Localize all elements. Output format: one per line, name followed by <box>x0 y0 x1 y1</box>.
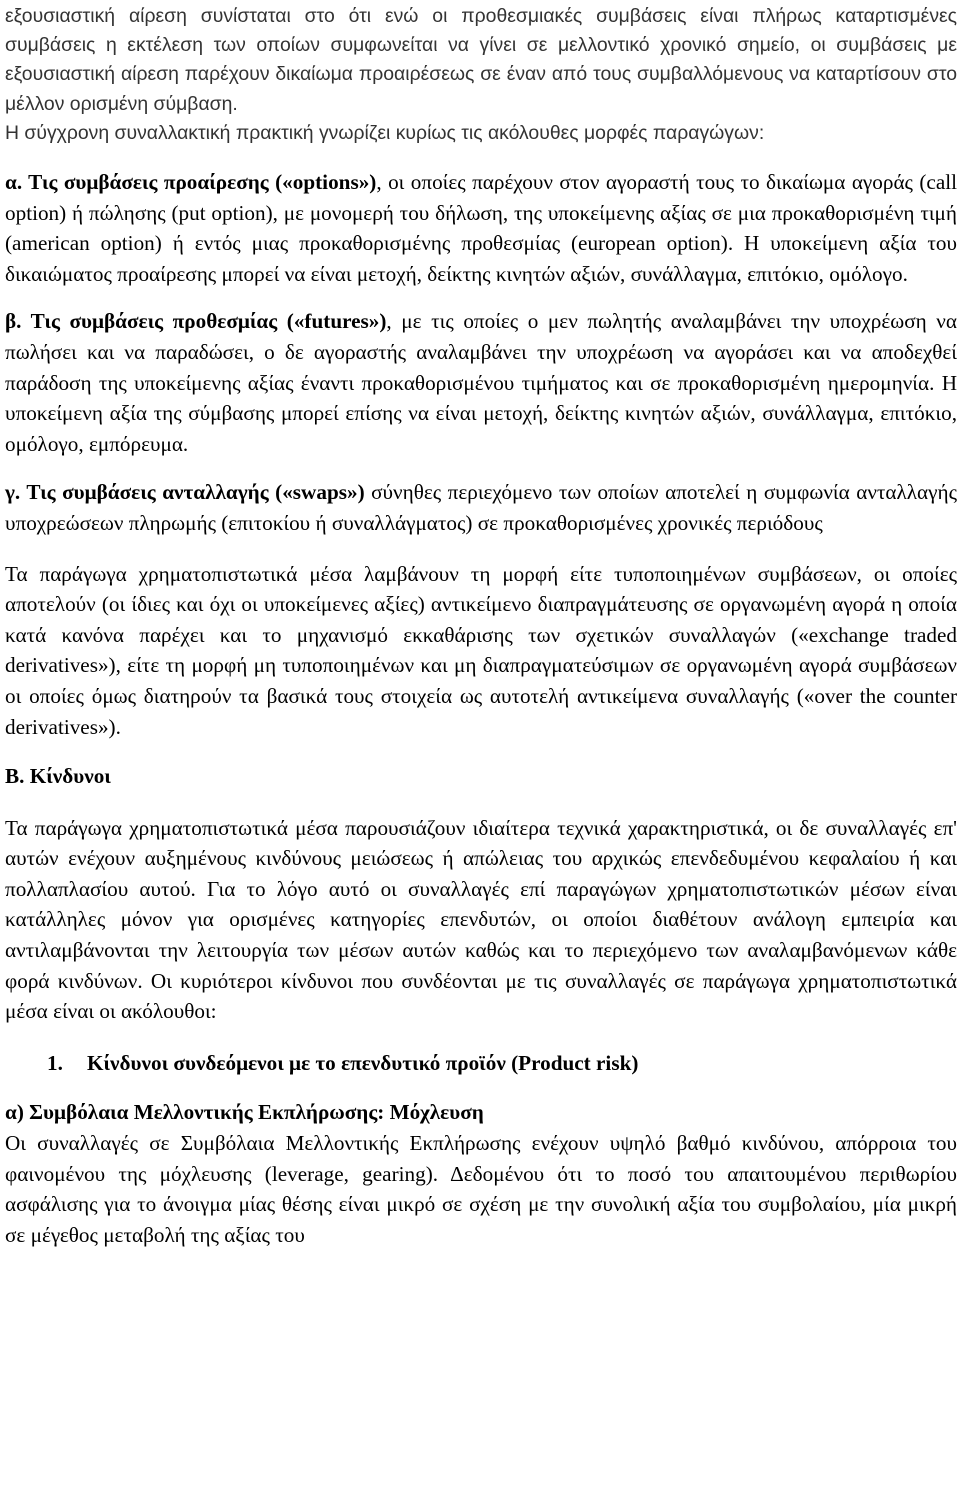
futures-heading: β. Τις συμβάσεις προθεσμίας («futures») <box>5 309 387 334</box>
intro-paragraph <box>5 0 957 148</box>
options-paragraph <box>5 167 957 289</box>
section-heading-risks: Β. Κίνδυνοι <box>5 764 111 789</box>
options-text: , οι οποίες παρέχουν στον αγοραστή τους το δικαίωμα αγοράς (call option) ή πώλησης (put option), με μονομερή του δήλωση, της υποκείμενης αξίας σε μια προκαθορισμένη τιμή (american option) ή εντός μιας προκαθορισμένης προθεσμίας (european option). Η υποκείμενη αξία του δικαιώματος προαίρεσης μπορεί να είναι μετοχή, δείκτης κινητών αξιών, συνάλλαγμα, επιτόκιο, ομόλογο. <box>5 170 957 286</box>
heading-number: 1. <box>47 1050 63 1075</box>
options-heading: α. Τις συμβάσεις προαίρεσης («options») <box>5 170 377 195</box>
traded-paragraph: Τα παράγωγα χρηματοπιστωτικά μέσα λαμβάνουν τη μορφή είτε τυποποιημένων συμβάσεων, οι οποίες αποτελούν (οι ίδιες και όχι οι υποκείμενες αξίες) αντικείμενο διαπραγμάτευσης σε οργανωμένη αγορά η οποία κατά κανόνα παρέχει και το μηχανισμό εκκαθάρισης των σχετικών συναλλαγών («exchange traded derivatives»), είτε τη μορφή μη τυποποιημένων και μη διαπραγματεύσιμων σε οργανωμένη αγορά συμβάσεων οι οποίες όμως διατηρούν τα βασικά τους στοιχεία ως αυτοτελή αντικείμενα συναλλαγής («over the counter derivatives»). <box>5 561 957 739</box>
futures-text: , με τις οποίες ο μεν πωλητής αναλαμβάνει την υποχρέωση να πωλήσει και να παραδώσει, ο δε αγοραστής αναλαμβάνει την υποχρέωση να αγοράσει και να αποδεχθεί παράδοση της υποκείμενης αξίας έναντι προκαθορισμένου τιμήματος και σε προκαθορισμένη ημερομηνία. Η υποκείμενη αξία της σύμβασης μπορεί επίσης να είναι μετοχή, δείκτης κινητών αξιών, συνάλλαγμα, επιτόκιο, ομόλογο, εμπόρευμα. <box>5 309 957 456</box>
document-page <box>5 0 957 1250</box>
intro-text-forms: Η σύγχρονη συναλλακτική πρακτική γνωρίζει κυρίως τις ακόλουθες μορφές παραγώγων: <box>5 121 765 144</box>
futures-paragraph <box>5 306 957 459</box>
swaps-heading: γ. Τις συμβάσεις ανταλλαγής («swaps») <box>5 480 365 505</box>
heading-product-risk <box>5 1048 957 1079</box>
heading-leverage: α) Συμβόλαια Μελλοντικής Εκπλήρωσης: Μόχλευση <box>5 1100 484 1125</box>
intro-text: εξουσιαστική αίρεση συνίσταται στο ότι ενώ οι προθεσμιακές συμβάσεις είναι πλήρως καταρτισμένες συμβάσεις η εκτέλεση των οποίων συμφωνείται να γίνει σε μελλοντικό χρονικό σημείο, οι συμβάσεις με εξουσιαστική αίρεση παρέχουν δικαίωμα προαιρέσεως σε έναν από τους συμβαλλόμενους να καταρτίσουν στο μέλλον ορισμένη σύμβαση. <box>5 5 957 115</box>
swaps-text: σύνηθες περιεχόμενο των οποίων αποτελεί η συμφωνία ανταλλαγής υποχρεώσεων πληρωμής (επιτοκίου ή συναλλάγματος) σε προκαθορισμένες χρονικές περιόδους <box>5 480 957 535</box>
risks-paragraph: Τα παράγωγα χρηματοπιστωτικά μέσα παρουσιάζουν ιδιαίτερα τεχνικά χαρακτηριστικά, οι δε συναλλαγές επ' αυτών ενέχουν αυξημένους κινδύνους μειώσεως ή απώλειας του αρχικώς επενδεδυμένου κεφαλαίου ή και πολλαπλασίου αυτού. Για το λόγο αυτό οι συναλλαγές επί παραγώγων χρηματοπιστωτικών μέσων είναι κατάλληλες μόνον για ορισμένες κατηγορίες επενδυτών, οι οποίοι διαθέτουν ανάλογη εμπειρία και αντιλαμβάνονται την λειτουργία των μέσων αυτών καθώς και το περιεχόμενο των αναλαμβανόμενων κάθε φορά κινδύνων. Οι κυριότεροι κίνδυνοι που συνδέονται με τις συναλλαγές σε παράγωγα χρηματοπιστωτικά μέσα είναι οι ακόλουθοι: <box>5 815 957 1024</box>
swaps-paragraph <box>5 477 957 538</box>
heading-product-risk-text: Κίνδυνοι συνδεόμενοι με το επενδυτικό προϊόν (Product risk) <box>87 1050 639 1075</box>
leverage-paragraph: Οι συναλλαγές σε Συμβόλαια Μελλοντικής Εκπλήρωσης ενέχουν υψηλό βαθμό κινδύνου, απόρροια του φαινομένου της μόχλευσης (leverage, gearing). Δεδομένου ότι το ποσό του απαιτουμένου περιθωρίου ασφάλισης για το άνοιγμα μίας θέσης είναι μικρό σε σχέση με την συνολική αξία του συμβολαίου, μία μικρή σε μέγεθος μεταβολή της αξίας του <box>5 1131 957 1247</box>
